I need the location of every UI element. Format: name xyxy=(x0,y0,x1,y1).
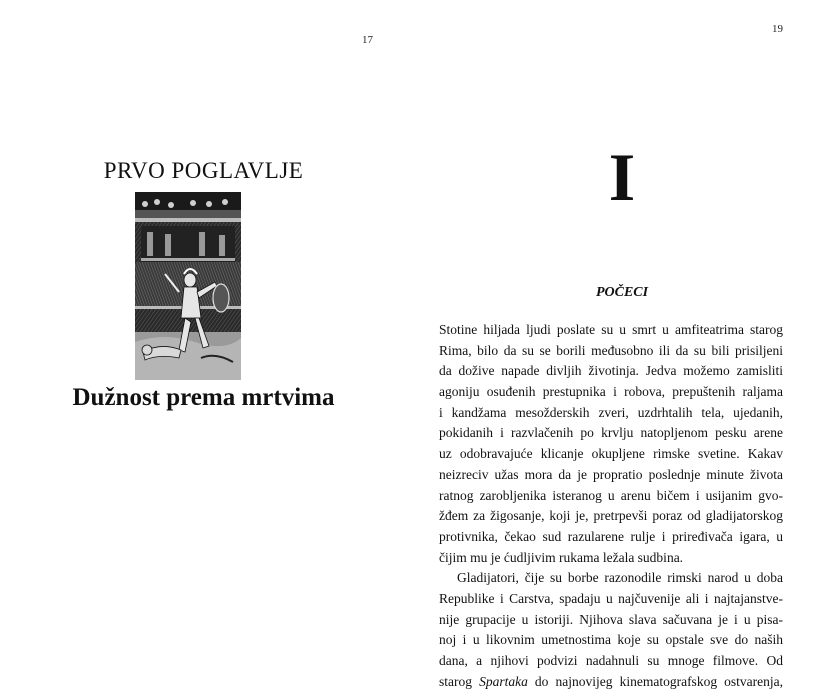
right-page-number: 19 xyxy=(772,23,783,35)
chapter-subtitle: Dužnost prema mrtvima xyxy=(72,384,335,411)
body-line: neizreciv užas mora da je propratio poslednje minute života xyxy=(439,466,783,482)
body-line: Republike i Carstva, spadaju u najčuvenije ali i najtajanstve- xyxy=(439,590,783,606)
body-line: Gladijatori, čije su borbe razonodile rimski narod u doba xyxy=(457,570,783,586)
body-line: protivnika, čekao sud razularene rulje i priređivača igara, u xyxy=(439,528,783,544)
body-line: agoniju osuđenih prestupnika i robova, prepuštenih raljama xyxy=(439,384,783,400)
body-line: žđem za žigosanje, koji je, pretrpevši poraz od gladijatorskog xyxy=(439,508,783,524)
right-page xyxy=(407,0,814,700)
body-line: ratnog zarobljenika isteranog u arenu bičem i usijanim gvo- xyxy=(439,487,783,503)
body-line: da dožive napade divljih životinja. Jedva možemo zamisliti xyxy=(439,363,783,379)
left-page-number: 17 xyxy=(362,34,373,46)
body-line: Stotine hiljada ljudi poslate su u smrt u amfiteatrima starog xyxy=(439,322,783,337)
body-line: Rima, bilo da su se borili međusobno ili da su bili prisiljeni xyxy=(439,342,783,358)
body-line: čijim mu je ćudljivim rukama ležala sudbina. xyxy=(439,549,684,565)
line-text-after: do najnovijeg kinematografskog ostvarenja, xyxy=(527,673,783,689)
gladiator-engraving-icon xyxy=(135,192,241,380)
italic-title-spartak: Spartaka xyxy=(479,673,528,689)
chapter-roman-numeral: I xyxy=(608,139,636,215)
body-line: dana, a njihovi podvizi nadahnuli su mnoge filmove. Od xyxy=(439,653,783,668)
body-line: noj i u likovnim umetnostima koje su opstale sve do naših xyxy=(439,632,783,648)
body-line: nije grupacije u istoriji. Njihova slava sačuvana je i u pisa- xyxy=(439,611,783,627)
body-line-with-italic xyxy=(439,672,783,693)
body-line: pokidanih i razvlačenih po krvlju natopljenom pesku arene xyxy=(439,425,783,441)
chapter-label: PRVO POGLAVLJE xyxy=(103,158,304,183)
body-text xyxy=(439,320,783,692)
body-line: uz odobravajuće klicanje okupljene rimske svetine. Kakav xyxy=(439,446,783,462)
section-heading: POČECI xyxy=(595,285,649,300)
body-line: i kandžama mesožderskih zveri, uzdrhtalih tela, ujedanih, xyxy=(439,404,783,420)
line-text-before: starog xyxy=(439,673,480,689)
